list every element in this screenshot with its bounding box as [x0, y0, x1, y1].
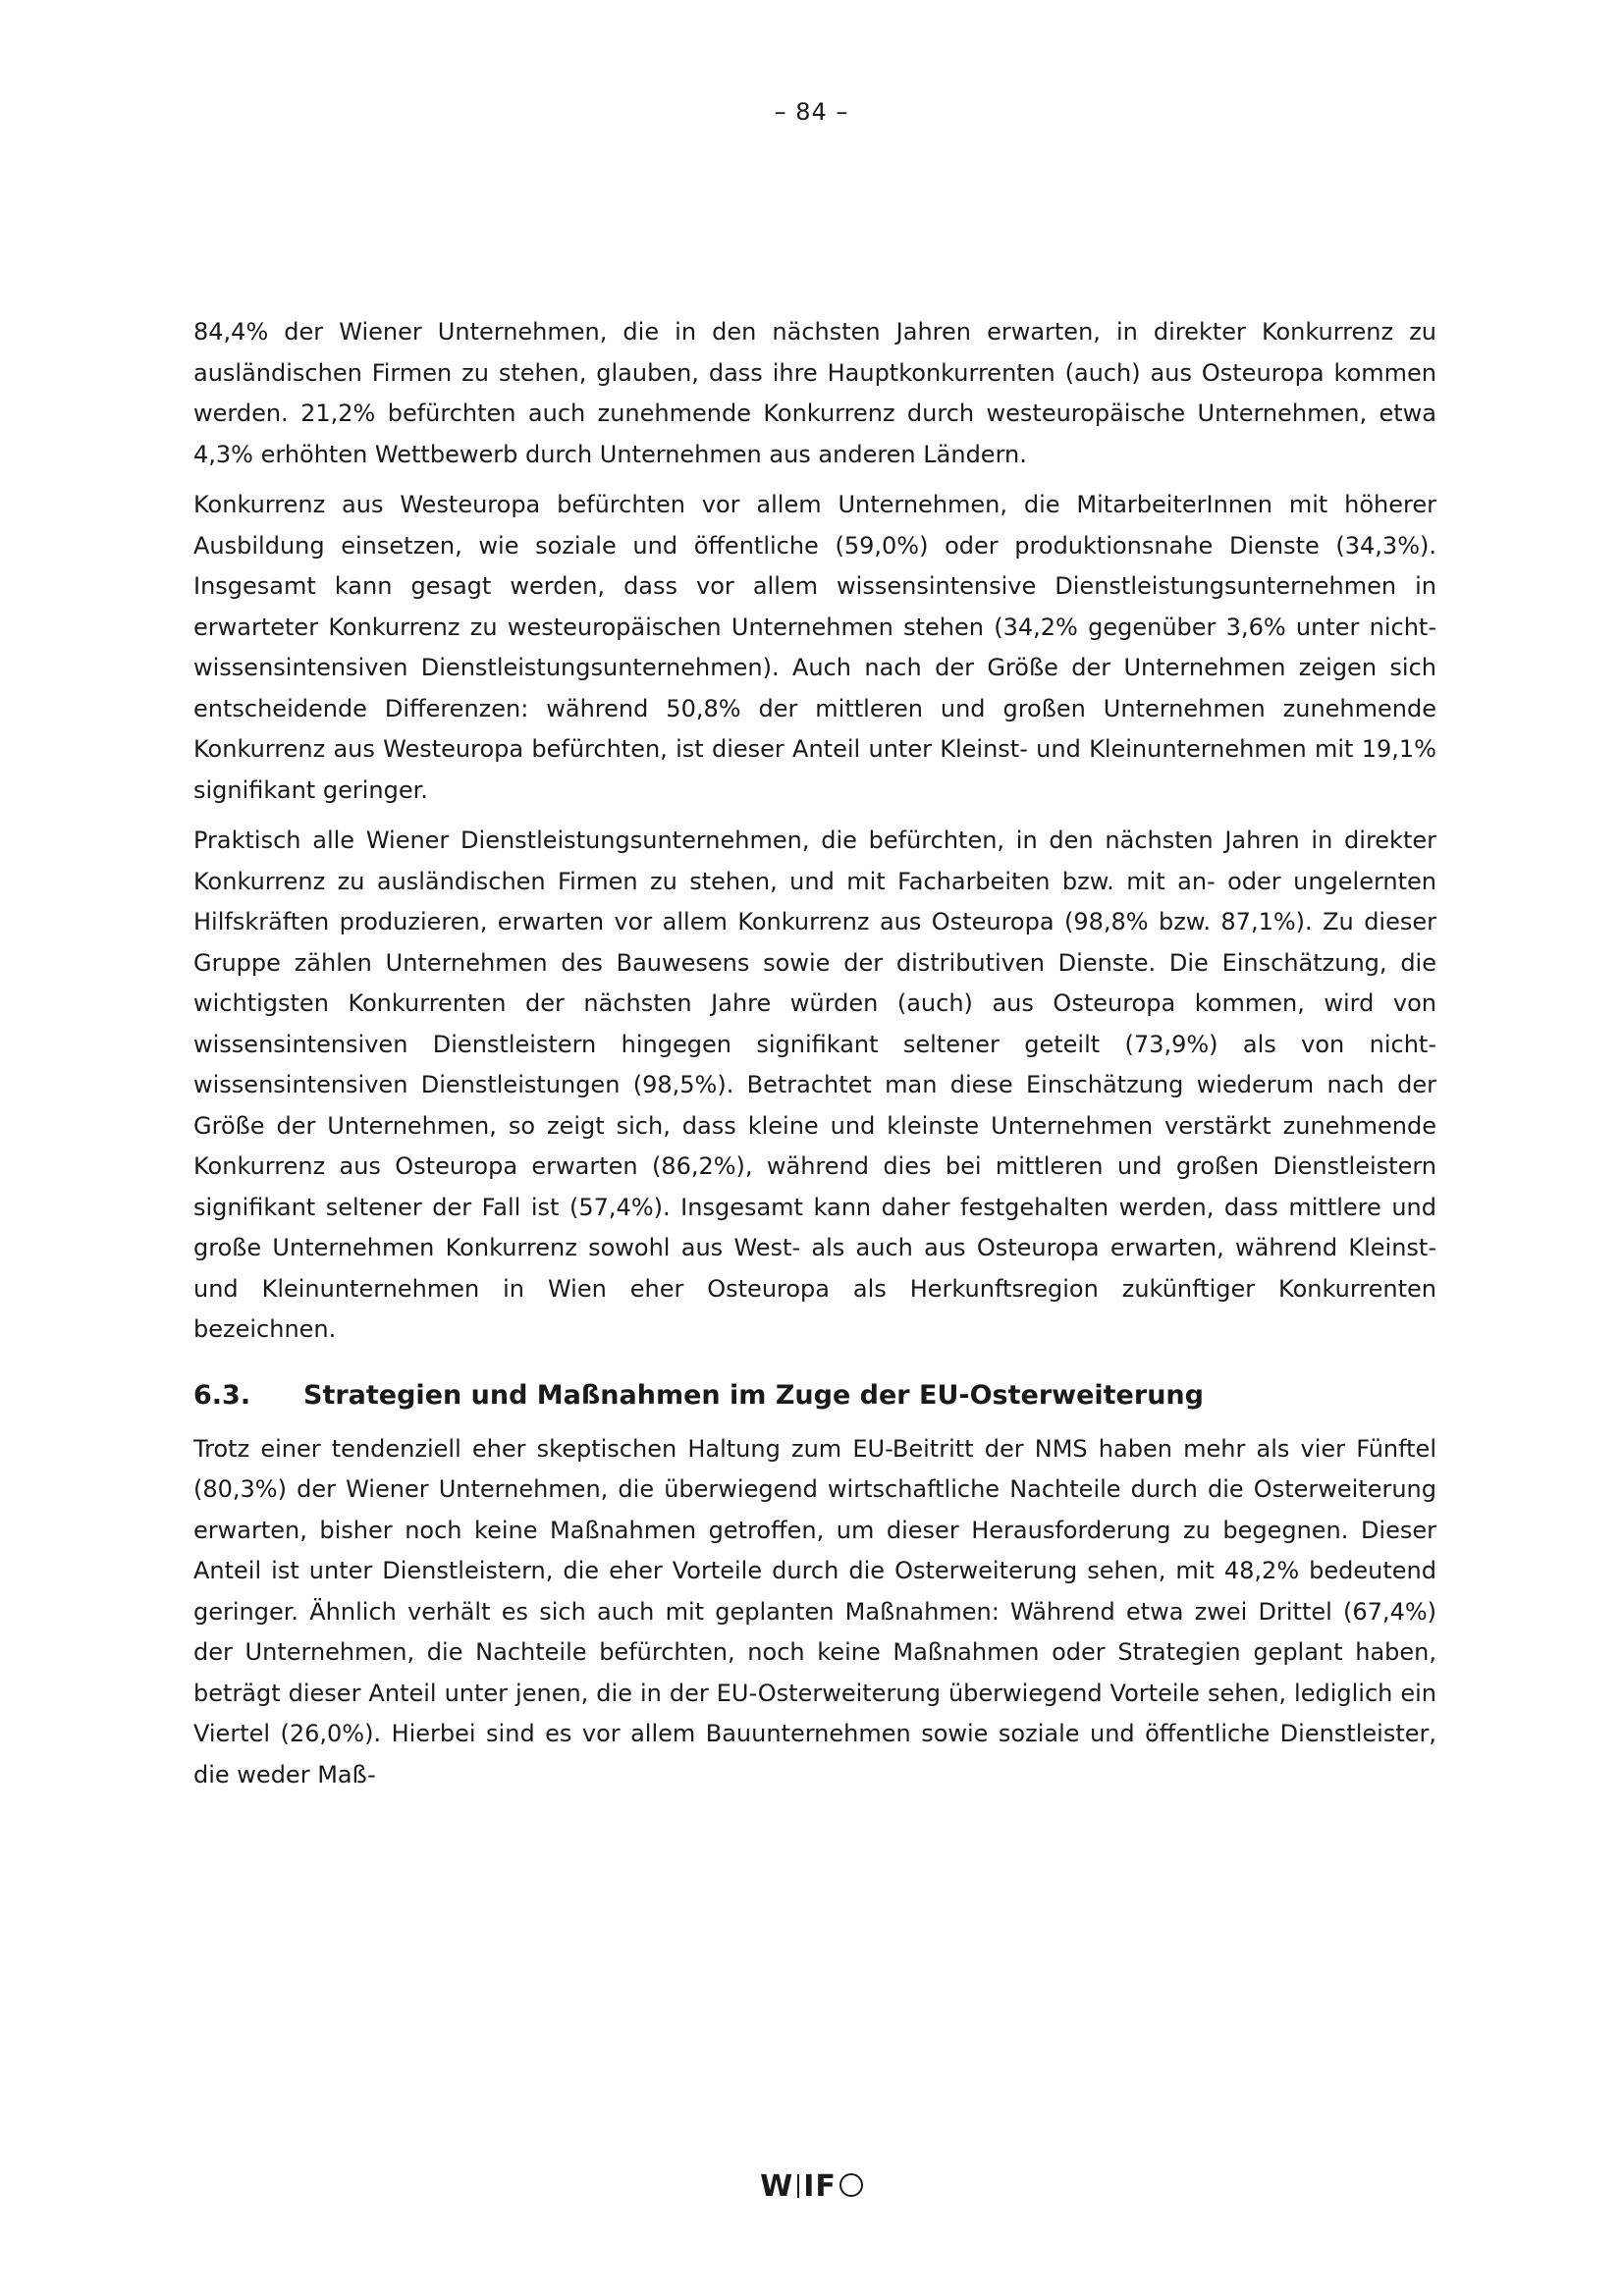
- paragraph-1: 84,4% der Wiener Unternehmen, die in den nächsten Jahren erwarten, in direkter Konkurrenz zu ausländischen Firmen zu stehen, glauben, dass ihre Hauptkonkurrenten (auch) aus Osteuropa kommen werden. 21,2% befürchten auch zunehmende Konkurrenz durch westeuropäische Unternehmen, etwa 4,3% erhöhten Wettbewerb durch Unternehmen aus anderen Ländern.: [193, 318, 1436, 468]
- page-number: – 84 –: [774, 98, 849, 126]
- paragraph-2: Konkurrenz aus Westeuropa befürchten vor allem Unternehmen, die MitarbeiterInnen mit höherer Ausbildung einsetzen, wie soziale und öffentliche (59,0%) oder produktionsnahe Dienste (34,3%). Insgesamt kann gesagt werden, dass vor allem wissensintensive Dienstleistungsunternehmen in erwarteter Konkurrenz zu westeuropäischen Unternehmen stehen (34,2% gegenüber 3,6% unter nicht-wissensintensiven Dienstleistungsunternehmen). Auch nach der Größe der Unternehmen zeigen sich entscheidende Differenzen: während 50,8% der mittleren und großen Unternehmen zunehmende Konkurrenz aus Westeuropa befürchten, ist dieser Anteil unter Kleinst- und Kleinunternehmen mit 19,1% signifikant geringer.: [193, 491, 1436, 804]
- section-paragraph: Trotz einer tendenziell eher skeptischen Haltung zum EU-Beitritt der NMS haben mehr als vier Fünftel (80,3%) der Wiener Unternehmen, die überwiegend wirtschaftliche Nachteile durch die Osterweiterung erwarten, bisher noch keine Maßnahmen getroffen, um dieser Herausforderung zu begegnen. Dieser Anteil ist unter Dienstleistern, die eher Vorteile durch die Osterweiterung sehen, mit 48,2% bedeutend geringer. Ähnlich verhält es sich auch mit geplanten Maßnahmen: Während etwa zwei Drittel (67,4%) der Unternehmen, die Nachteile befürchten, noch keine Maßnahmen oder Strategien geplant haben, beträgt dieser Anteil unter jenen, die in der EU-Osterweiterung überwiegend Vorteile sehen, lediglich ein Viertel (26,0%). Hierbei sind es vor allem Bauunternehmen sowie soziale und öffentliche Dienstleister, die weder Maß-: [193, 1434, 1436, 1789]
- logo-bar: [797, 2174, 799, 2198]
- paragraph-3: Praktisch alle Wiener Dienstleistungsunternehmen, die befürchten, in den nächsten Jahren in direkter Konkurrenz zu ausländischen Firmen zu stehen, und mit Facharbeiten bzw. mit an- oder ungelernten Hilfskräften produzieren, erwarten vor allem Konkurrenz aus Osteuropa (98,8% bzw. 87,1%). Zu dieser Gruppe zählen Unternehmen des Bauwesens sowie der distributiven Dienste. Die Einschätzung, die wichtigsten Konkurrenten der nächsten Jahre würden (auch) aus Osteuropa kommen, wird von wissensintensiven Dienstleistern hingegen signifikant seltener geteilt (73,9%) als von nicht-wissensintensiven Dienstleistungen (98,5%). Betrachtet man diese Einschätzung wiederum nach der Größe der Unternehmen, so zeigt sich, dass kleine und kleinste Unternehmen verstärkt zunehmende Konkurrenz aus Osteuropa erwarten (86,2%), während dies bei mittleren und großen Dienstleistern signifikant seltener der Fall ist (57,4%). Insgesamt kann daher festgehalten werden, dass mittlere und große Unternehmen Konkurrenz sowohl aus West- als auch aus Osteuropa erwarten, während Kleinst- und Kleinunternehmen in Wien eher Osteuropa als Herkunftsregion zukünftiger Konkurrenten bezeichnen.: [193, 827, 1436, 1343]
- document-body: [193, 312, 1436, 1805]
- logo-letters-if: IF: [803, 2169, 837, 2204]
- section-title: Strategien und Maßnahmen im Zuge der EU-Osterweiterung: [303, 1379, 1204, 1411]
- logo-letter-w: W: [760, 2169, 794, 2204]
- section-heading: [193, 1376, 1436, 1415]
- section-number: 6.3.: [193, 1379, 251, 1411]
- logo-ring-icon: [839, 2173, 863, 2197]
- wifo-logo: [0, 2169, 1623, 2204]
